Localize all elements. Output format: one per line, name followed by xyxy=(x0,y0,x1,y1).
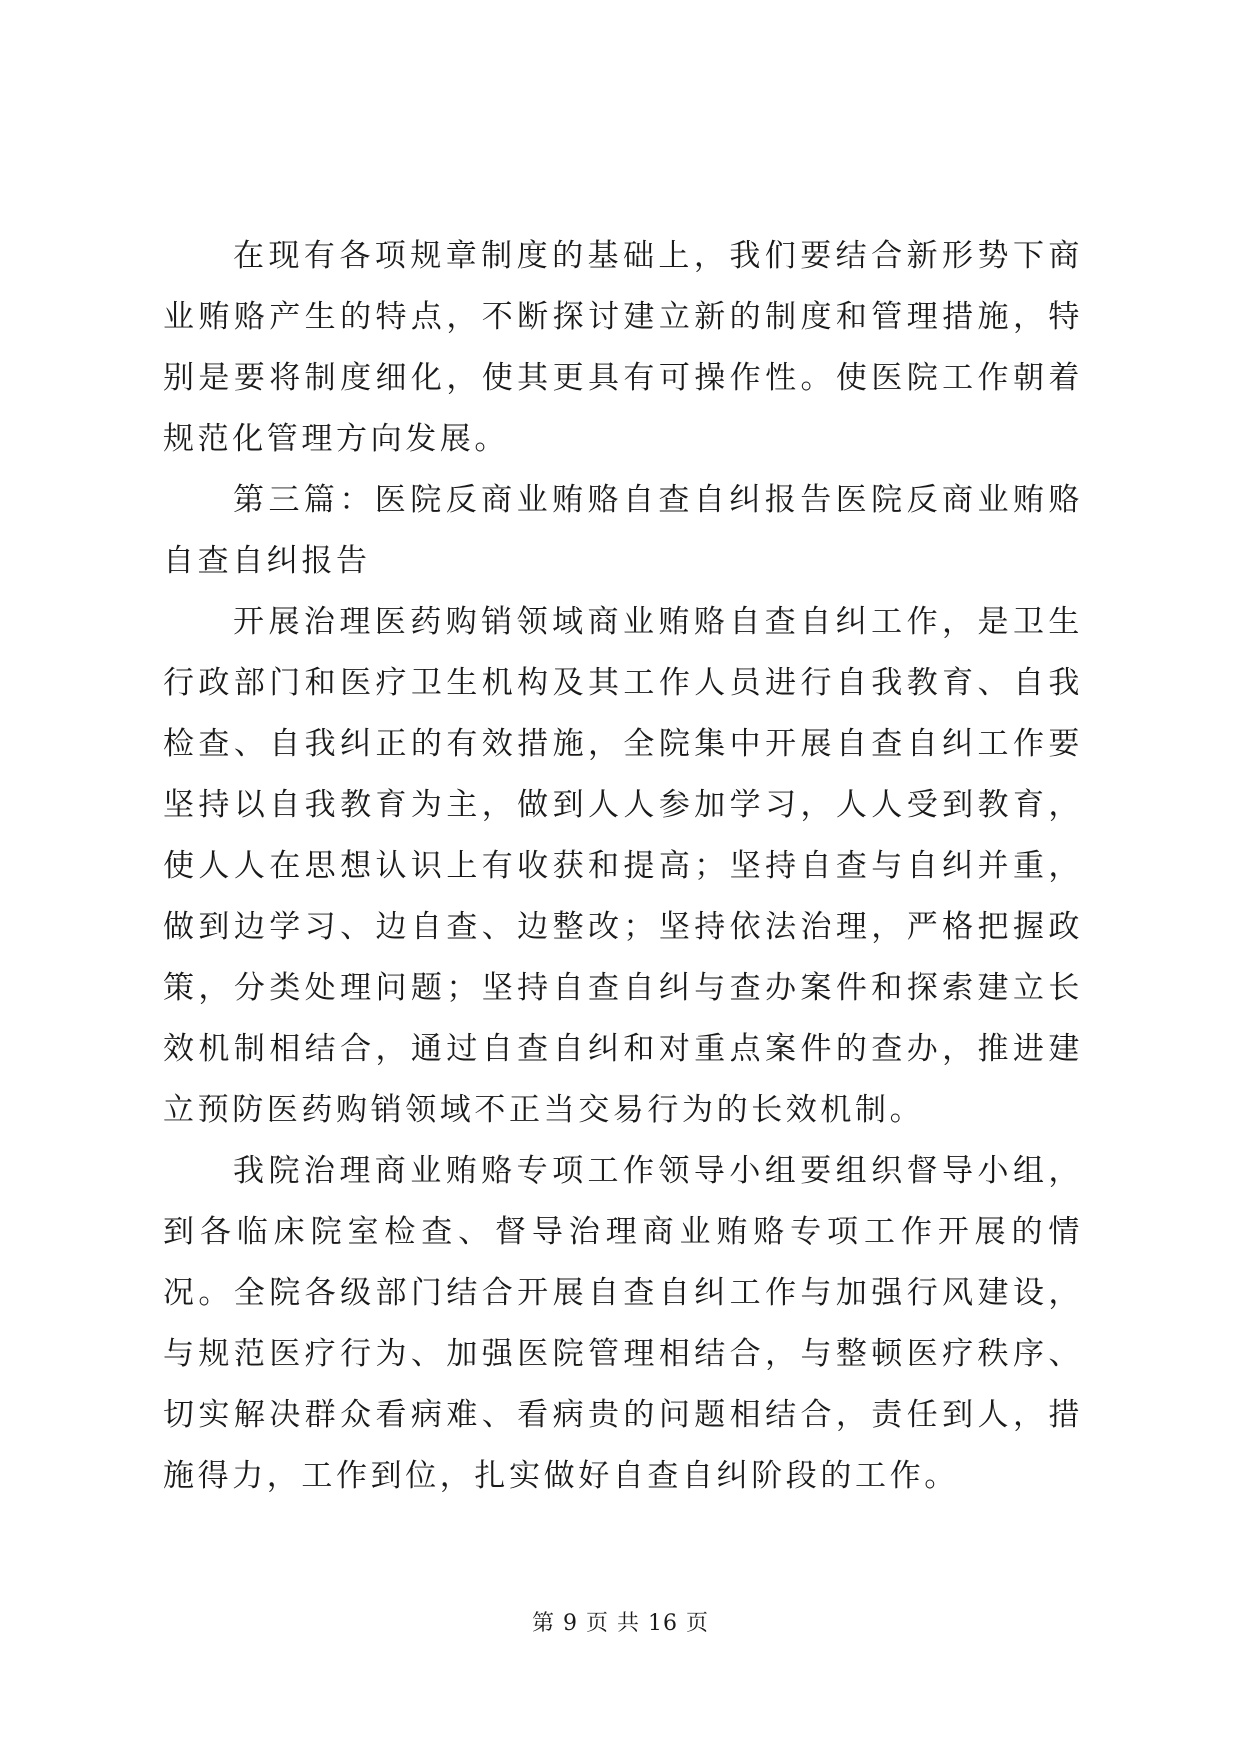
paragraph-section-heading: 第三篇：医院反商业贿赂自查自纠报告医院反商业贿赂自查自纠报告 xyxy=(163,482,1083,579)
page-number-footer: 第 9 页 共 16 页 xyxy=(532,1611,709,1636)
paragraph-self-inspection: 开展治理医药购销领域商业贿赂自查自纠工作，是卫生行政部门和医疗卫生机构及其工作人员进行自我教育、自我检查、自我纠正的有效措施，全院集中开展自查自纠工作要坚持以自我教育为主，做到人人参加学习，人人受到教育，使人人在思想认识上有收获和提高；坚持自查与自纠并重，做到边学习、边自查、边整改；坚持依法治理，严格把握政策，分类处理问题；坚持自查自纠与查办案件和探索建立长效机制相结合，通过自查自纠和对重点案件的查办，推进建立预防医药购销领域不正当交易行为的长效机制。 xyxy=(163,604,1083,1128)
paragraph-regulations: 在现有各项规章制度的基础上，我们要结合新形势下商业贿赂产生的特点，不断探讨建立新的制度和管理措施，特别是要将制度细化，使其更具有可操作性。使医院工作朝着规范化管理方向发展。 xyxy=(163,238,1083,457)
paragraph-supervision: 我院治理商业贿赂专项工作领导小组要组织督导小组，到各临床院室检查、督导治理商业贿赂专项工作开展的情况。全院各级部门结合开展自查自纠工作与加强行风建设，与规范医疗行为、加强医院管理相结合，与整顿医疗秩序、切实解决群众看病难、看病贵的问题相结合，责任到人，措施得力，工作到位，扎实做好自查自纠阶段的工作。 xyxy=(163,1153,1083,1494)
document-body xyxy=(163,226,1083,1507)
